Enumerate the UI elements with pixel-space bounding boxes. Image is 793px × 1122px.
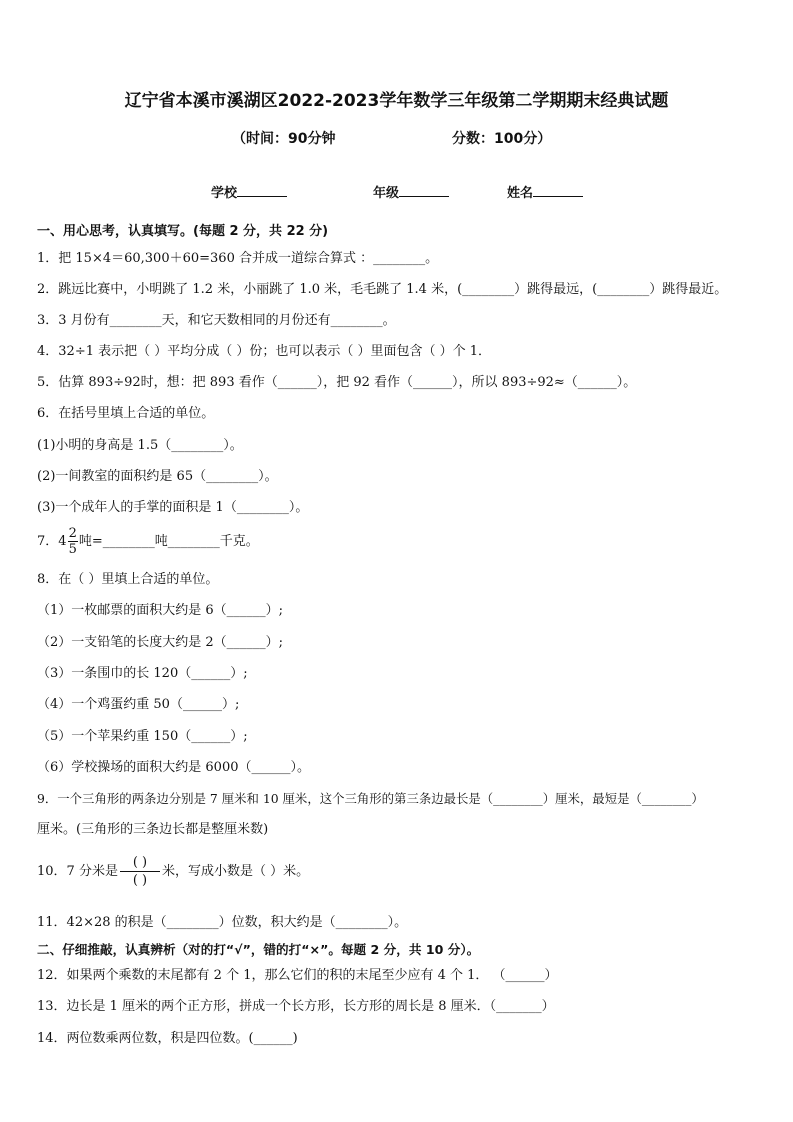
section-2-title: 二、仔细推敲，认真辨析（对的打“√”，错的打“×”。每题 2 分，共 10 分）。 xyxy=(37,942,480,957)
question-6: 6．在括号里填上合适的单位。 xyxy=(37,406,215,421)
question-7 xyxy=(37,526,259,557)
q7-numerator: 2 xyxy=(68,526,77,541)
q7-whole: 4 xyxy=(58,534,67,549)
question-3: 3．3 月份有________天，和它天数相同的月份还有________。 xyxy=(37,313,396,328)
exam-title: 辽宁省本溪市溪湖区2022-2023学年数学三年级第二学期期末经典试题 xyxy=(124,91,669,111)
q7-rest: 吨=________吨________千克。 xyxy=(78,534,259,549)
q10-numerator-blank[interactable]: ( ) xyxy=(120,854,160,872)
question-10 xyxy=(37,854,309,889)
question-6-1: (1)小明的身高是 1.5（________）。 xyxy=(37,438,243,453)
question-8: 8．在（ ）里填上合适的单位。 xyxy=(37,572,219,587)
question-8-4: （4）一个鸡蛋约重 50（______）; xyxy=(37,697,240,712)
question-8-2: （2）一支铅笔的长度大约是 2（______）; xyxy=(37,635,284,650)
q7-fraction xyxy=(68,526,78,557)
school-label: 学校 xyxy=(211,186,238,201)
grade-field[interactable] xyxy=(373,182,449,201)
question-9-line-1: 9．一个三角形的两条边分别是 7 厘米和 10 厘米，这个三角形的第三条边最长是（________）厘米，最短是（________） xyxy=(37,791,704,806)
question-9-line-2: 厘米。(三角形的三条边长都是整厘米数) xyxy=(37,822,269,837)
name-label: 姓名 xyxy=(507,186,534,201)
name-blank[interactable] xyxy=(533,184,583,197)
exam-score: 分数：100分） xyxy=(452,131,552,147)
q10-fraction xyxy=(120,854,160,889)
question-2: 2．跳远比赛中，小明跳了 1.2 米，小丽跳了 1.0 米，毛毛跳了 1.4 米，(________）跳得最远，(________）跳得最近。 xyxy=(37,282,728,297)
q7-prefix: 7． xyxy=(37,534,59,549)
question-5: 5．估算 893÷92时，想：把 893 看作（______），把 92 看作（______），所以 893÷92≈（______）。 xyxy=(37,375,637,390)
question-6-2: (2)一间教室的面积约是 65（________）。 xyxy=(37,469,278,484)
section-1-title: 一、用心思考，认真填写。(每题 2 分，共 22 分) xyxy=(37,224,329,239)
grade-label: 年级 xyxy=(373,186,400,201)
question-4: 4．32÷1 表示把（ ）平均分成（ ）份；也可以表示（ ）里面包含（ ）个 1． xyxy=(37,344,492,359)
question-14: 14．两位数乘两位数，积是四位数。(______) xyxy=(37,1031,298,1046)
grade-blank[interactable] xyxy=(399,184,449,197)
q10-denominator-blank[interactable]: ( ) xyxy=(132,873,148,888)
q7-denominator: 5 xyxy=(68,542,77,557)
question-8-5: （5）一个苹果约重 150（______）; xyxy=(37,729,248,744)
question-8-3: （3）一条围巾的长 120（______）; xyxy=(37,666,248,681)
question-12: 12．如果两个乘数的末尾都有 2 个 1，那么它们的积的末尾至少应有 4 个 1． （______） xyxy=(37,968,558,983)
school-blank[interactable] xyxy=(237,184,287,197)
question-1: 1．把 15×4＝60,300＋60=360 合并成一道综合算式 ：________。 xyxy=(37,251,439,266)
q10-rest: 米，写成小数是（ ）米。 xyxy=(161,864,310,879)
question-13: 13．边长是 1 厘米的两个正方形，拼成一个长方形，长方形的周长是 8 厘米．（_______） xyxy=(37,999,555,1014)
question-11: 11．42×28 的积是（________）位数，积大约是（________）。 xyxy=(37,915,408,930)
question-6-3: (3)一个成年人的手掌的面积是 1（________）。 xyxy=(37,500,309,515)
exam-time: （时间：90分钟 xyxy=(232,131,336,147)
name-field[interactable] xyxy=(507,182,583,201)
q10-prefix: 10．7 分米是 xyxy=(37,864,118,879)
school-field[interactable] xyxy=(211,182,287,201)
question-8-6: （6）学校操场的面积大约是 6000（______）。 xyxy=(37,760,310,775)
question-8-1: （1）一枚邮票的面积大约是 6（______）; xyxy=(37,603,284,618)
